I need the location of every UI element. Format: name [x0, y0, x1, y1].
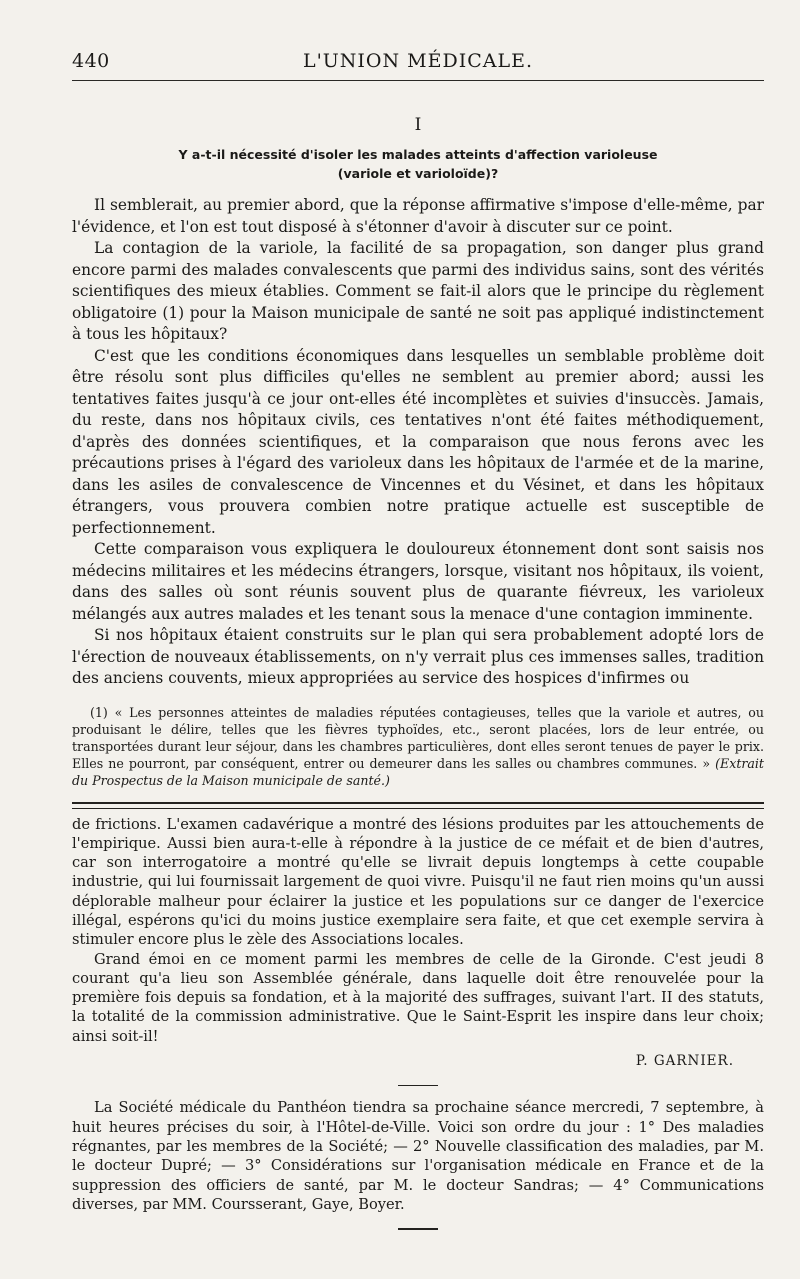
section-divider: [72, 802, 764, 809]
paragraph: de frictions. L'examen cadavérique a montré des lésions produites par les attouchements de l'empirique. Aussi bien aura-t-elle à répondre à la justice de ce méfait et de bien d'autres, car son interrogatoire a montré qu'elle se livrait depuis longtemps à cette coupable industrie, qui lui fournissait largement de quoi vivre. Puisqu'il ne faut rien moins qu'un aussi déplorable malheur pour éclairer la justice et les populations sur ce danger de l'exercice illégal, espérons qu'ici du moins justice exemplaire sera faite, et que cet exemple servira à stimuler encore plus le zèle des Associations locales.: [72, 815, 764, 949]
section-number: I: [414, 115, 422, 135]
society-notice: La Société médicale du Panthéon tiendra sa prochaine séance mercredi, 7 septembre, à huit heures précises du soir, à l'Hôtel-de-Ville. Voici son ordre du jour : 1° Des maladies régnantes, par les membres de la Société; — 2° Nouvelle classification des maladies, par M. le docteur Dupré; — 3° Considérations sur l'organisation médicale en France et de la suppression des officiers de santé, par M. le docteur Sandras; — 4° Communications diverses, par MM. Coursserant, Gaye, Boyer.: [72, 1099, 764, 1213]
section-title: [72, 145, 764, 183]
section-title-line: Y a-t-il nécessité d'isoler les malades atteints d'affection varioleuse: [178, 147, 658, 162]
footnote-body: (1) « Les personnes atteintes de maladies réputées contagieuses, telles que la variole et autres, ou produisant le délire, telles que les fièvres typhoïdes, etc., seront placées, lors de leur entrée, ou transportées durant leur séjour, dans les chambres particulières, dont elles seront tenues de payer le prix. Elles ne pourront, par conséquent, entrer ou demeurer dans les salles ou chambres communes. »: [72, 704, 764, 772]
running-head: [72, 46, 764, 81]
footnote: [72, 704, 764, 790]
paragraph: Grand émoi en ce moment parmi les membres de celle de la Gironde. C'est jeudi 8 courant qu'a lieu son Assemblée générale, dans laquelle doit être renouvelée pour la première fois depuis sa fondation, et à la majorité des suffrages, suivant l'art. II des statuts, la totalité de la commission administrative. Que le Saint-Esprit les inspire dans leur choix; ainsi soit-il!: [72, 950, 764, 1045]
footnote-text: [72, 704, 764, 790]
paragraph: Il semblerait, au premier abord, que la réponse affirmative s'impose d'elle-même, par l'évidence, et l'on est tout disposé à s'étonner d'avoir à discuter sur ce point.: [72, 196, 764, 236]
footnote-source: (Extrait du Prospectus de la Maison municipale de santé.): [72, 756, 764, 789]
end-divider: [398, 1228, 438, 1230]
article-body: [72, 195, 764, 690]
paragraph: C'est que les conditions économiques dans lesquelles un semblable problème doit être résolu sont plus difficiles qu'elles ne semblent au premier abord; aussi les tentatives faites jusqu'à ce jour ont-elles été incomplètes et suivies d'insuccès. Jamais, du reste, dans nos hôpitaux civils, ces tentatives n'ont été faites méthodiquement, d'après des données scientifiques, et la comparaison que nous ferons avec les précautions prises à l'égard des varioleux dans les hôpitaux de l'armée et de la marine, dans les asiles de convalescence de Vincennes et du Vésinet, et dans les hôpitaux étrangers, vous prouvera combien notre pratique actuelle est susceptible de perfectionnement.: [72, 346, 764, 537]
paragraph: La contagion de la variole, la facilité de sa propagation, son danger plus grand encore parmi des malades convalescents que parmi des individus sains, sont des vérités scientifiques des mieux établies. Comment se fait-il alors que le principe du règlement obligatoire (1) pour la Maison municipale de santé ne soit pas appliqué indistinctement à tous les hôpitaux?: [72, 239, 764, 343]
journal-title: L'UNION MÉDICALE.: [302, 50, 534, 72]
author-signature: P. GARNIER.: [635, 1053, 734, 1070]
section-title-line: (variole et varioloïde)?: [337, 166, 499, 181]
short-divider: [398, 1085, 438, 1086]
feuilleton-column: [72, 815, 764, 1231]
paragraph: Cette comparaison vous expliquera le douloureux étonnement dont sont saisis nos médecins militaires et les médecins étrangers, lorsque, visitant nos hôpitaux, ils voient, dans des salles où sont réunis souvent plus de quarante fiévreux, les varioleux mélangés aux autres malades et les tenant sous la menace d'une contagion imminente.: [72, 540, 764, 623]
page-number: 440: [72, 50, 110, 72]
paragraph: Si nos hôpitaux étaient construits sur le plan qui sera probablement adopté lors de l'érection de nouveaux établissements, on n'y verrait plus ces immenses salles, tradition des anciens couvents, mieux appropriées au service des hospices d'infirmes ou: [72, 626, 764, 687]
